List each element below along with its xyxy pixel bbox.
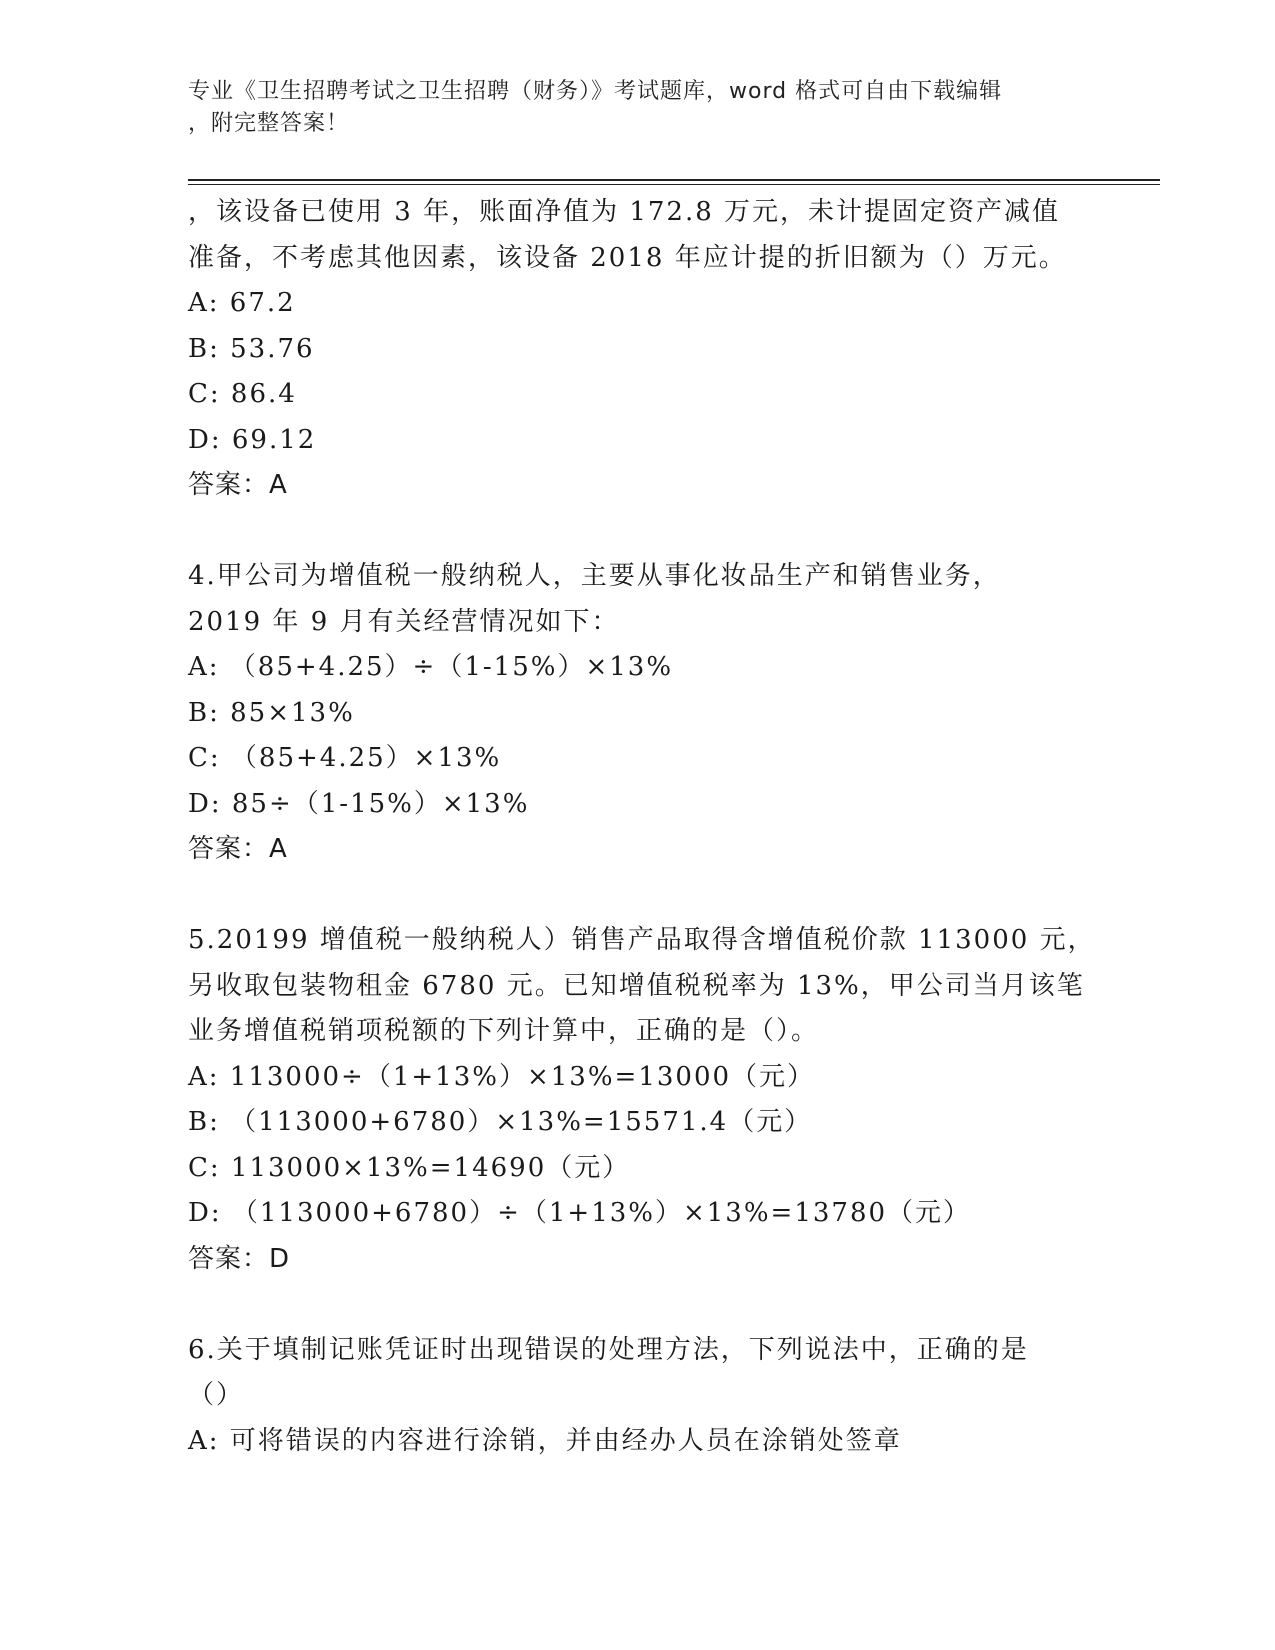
question-5-option-a: A: 113000÷（1+13%）×13%=13000（元） (188, 1061, 816, 1092)
header-title-line2: ，附完整答案！ (188, 111, 350, 136)
question-4-option-b: B: 85×13% (188, 697, 355, 728)
question-5-stem-line3: 业务增值税销项税额的下列计算中，正确的是（）。 (188, 1016, 820, 1046)
question-3-option-c: C: 86.4 (188, 379, 297, 409)
spacer (188, 509, 1068, 555)
header-divider-thin (188, 184, 1160, 185)
page-header (188, 76, 1068, 140)
question-6 (188, 1328, 1068, 1465)
question-5-option-b: B: （113000+6780）×13%=15571.4（元） (188, 1107, 813, 1137)
question-5-answer: 答案：D (188, 1243, 291, 1274)
question-6-stem-line1: 6.关于填制记账凭证时出现错误的处理方法，下列说法中，正确的是 (188, 1334, 1029, 1365)
question-4-option-d: D: 85÷（1-15%）×13% (188, 788, 530, 819)
question-5-option-c: C: 113000×13%=14690（元） (188, 1152, 631, 1183)
question-content (188, 190, 1096, 1464)
question-6-option-a: A: 可将错误的内容进行涂销，并由经办人员在涂销处签章 (188, 1425, 902, 1456)
question-4-stem-line1: 4.甲公司为增值税一般纳税人，主要从事化妆品生产和销售业务， (188, 561, 1001, 591)
question-3-option-d: D: 69.12 (188, 424, 317, 455)
question-4-stem-line2: 2019 年 9 月有关经营情况如下： (188, 606, 620, 637)
question-3 (188, 190, 1068, 509)
header-title-line1: 专业《卫生招聘考试之卫生招聘（财务）》考试题库，word 格式可自由下载编辑 (188, 79, 1003, 104)
question-5-option-d: D: （113000+6780）÷（1+13%）×13%=13780（元） (188, 1198, 972, 1228)
question-4 (188, 554, 1068, 873)
spacer (188, 1282, 1068, 1328)
header-divider-thick (188, 179, 1160, 181)
question-4-option-c: C: （85+4.25）×13% (188, 743, 502, 773)
question-3-stem-line2: 准备，不考虑其他因素，该设备 2018 年应计提的折旧额为（）万元。 (188, 242, 1067, 273)
question-6-stem-line2: （） (188, 1380, 245, 1410)
question-3-option-b: B: 53.76 (188, 333, 315, 364)
question-5 (188, 918, 1096, 1282)
question-3-answer: 答案：A (188, 470, 288, 500)
question-5-stem-line2: 另收取包装物租金 6780 元。已知增值税税率为 13%，甲公司当月该笔 (188, 970, 1085, 1001)
question-5-stem-line1: 5.20199 增值税一般纳税人）销售产品取得含增值税价款 113000 元， (188, 925, 1096, 955)
question-3-option-a: A: 67.2 (188, 288, 296, 318)
question-4-option-a: A: （85+4.25）÷（1-15%）×13% (188, 652, 674, 682)
spacer (188, 873, 1068, 919)
question-3-stem-line1: ，该设备已使用 3 年，账面净值为 172.8 万元，未计提固定资产减值 (188, 197, 1061, 227)
question-4-answer: 答案：A (188, 834, 288, 864)
